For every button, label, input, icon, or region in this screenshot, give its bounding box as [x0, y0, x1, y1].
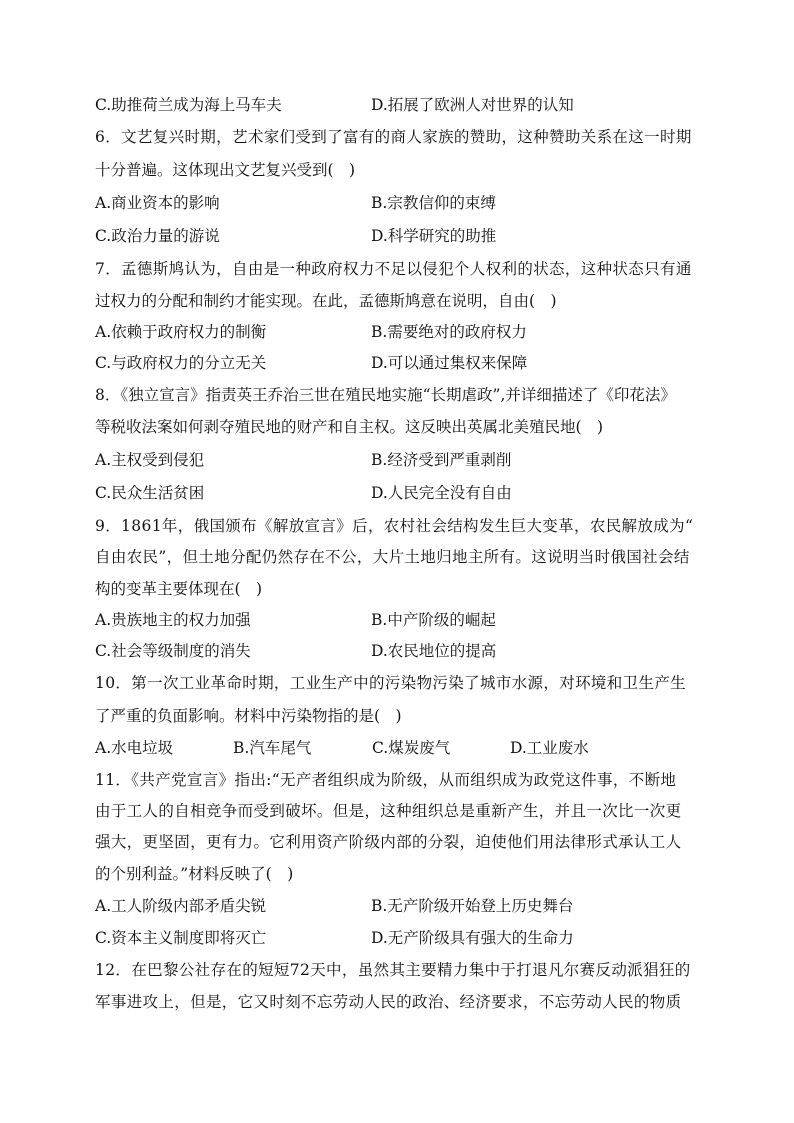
- q7-stem-line-2: 过权力的分配和制约才能实现。在此，孟德斯鸠意在说明，自由( ): [95, 292, 557, 310]
- q9-option-a: A.贵族地主的权力加强: [95, 611, 251, 629]
- q7-stem-line-1: 7．孟德斯鸠认为，自由是一种政府权力不足以侵犯个人权利的状态，这种状态只有通: [95, 260, 692, 278]
- q8-option-b: B.经济受到严重剥削: [371, 451, 512, 469]
- q7-option-b: B.需要绝对的政府权力: [371, 323, 527, 341]
- q10-option-a: A.水电垃圾: [95, 739, 174, 757]
- q10-option-b: B.汽车尾气: [233, 739, 312, 757]
- q8-stem-line-1: 8．《独立宣言》指责英王乔治三世在殖民地实施“长期虐政”,并详细描述了《印花法》: [95, 386, 676, 404]
- q9-stem-line-3: 构的变革主要体现在( ): [95, 580, 263, 598]
- q11-stem-line-2: 由于工人的自相竞争而受到破坏。但是，这种组织总是重新产生，并且一次比一次更: [95, 802, 682, 820]
- q7-option-a: A.依赖于政府权力的制衡: [95, 323, 267, 341]
- q9-option-b: B.中产阶级的崛起: [371, 611, 496, 629]
- q11-option-c: C.资本主义制度即将灭亡: [95, 929, 267, 947]
- q10-option-c: C.煤炭废气: [372, 739, 451, 757]
- q6-option-d: D.科学研究的助推: [371, 227, 497, 245]
- q10-stem-line-2: 了严重的负面影响。材料中污染物指的是( ): [95, 707, 402, 725]
- q9-stem-line-1: 9．1861年，俄国颁布《解放宣言》后，农村社会结构发生巨大变革，农民解放成为“: [95, 517, 694, 535]
- q11-option-a: A.工人阶级内部矛盾尖锐: [95, 897, 267, 915]
- q7-option-c: C.与政府权力的分立无关: [95, 354, 267, 372]
- q7-option-d: D.可以通过集权来保障: [371, 354, 528, 372]
- q6-stem-line-1: 6．文艺复兴时期，艺术家们受到了富有的商人家族的赞助，这种赞助关系在这一时期: [95, 128, 692, 146]
- q10-stem-line-1: 10．第一次工业革命时期，工业生产中的污染物污染了城市水源，对环境和卫生产生: [95, 674, 687, 692]
- q11-option-b: B.无产阶级开始登上历史舞台: [371, 897, 574, 915]
- q9-stem-line-2: 自由农民”，但土地分配仍然存在不公，大片土地归地主所有。这说明当时俄国社会结: [95, 548, 690, 566]
- q6-stem-line-2: 十分普遍。这体现出文艺复兴受到( ): [95, 161, 356, 179]
- q6-option-b: B.宗教信仰的束缚: [371, 194, 496, 212]
- q10-option-d: D.工业废水: [510, 739, 589, 757]
- q9-option-d: D.农民地位的提高: [371, 642, 497, 660]
- q8-stem-line-2: 等税收法案如何剥夺殖民地的财产和自主权。这反映出英属北美殖民地( ): [95, 418, 604, 436]
- q8-option-d: D.人民完全没有自由: [371, 484, 512, 502]
- q11-stem-line-3: 强大，更坚固，更有力。它利用资产阶级内部的分裂，迫使他们用法律形式承认工人: [95, 833, 682, 851]
- q8-option-a: A.主权受到侵犯: [95, 451, 205, 469]
- q11-stem-line-1: 11．《共产党宣言》指出:“无产者组织成为阶级，从而组织成为政党这件事，不断地: [95, 771, 677, 789]
- q9-option-c: C.社会等级制度的消失: [95, 642, 251, 660]
- q11-stem-line-4: 的个别利益。”材料反映了( ): [95, 865, 294, 883]
- q12-stem-line-2: 军事进攻上，但是，它又时刻不忘劳动人民的政治、经济要求，不忘劳动人民的物质: [95, 993, 682, 1011]
- q6-option-c: C.政治力量的游说: [95, 227, 220, 245]
- q6-option-a: A.商业资本的影响: [95, 194, 220, 212]
- q5-option-c: C.助推荷兰成为海上马车夫: [95, 96, 282, 114]
- q5-option-d: D.拓展了欧洲人对世界的认知: [371, 96, 574, 114]
- q11-option-d: D.无产阶级具有强大的生命力: [371, 929, 574, 947]
- q8-option-c: C.民众生活贫困: [95, 484, 205, 502]
- q12-stem-line-1: 12．在巴黎公社存在的短短72天中，虽然其主要精力集中于打退凡尔赛反动派猖狂的: [95, 961, 691, 979]
